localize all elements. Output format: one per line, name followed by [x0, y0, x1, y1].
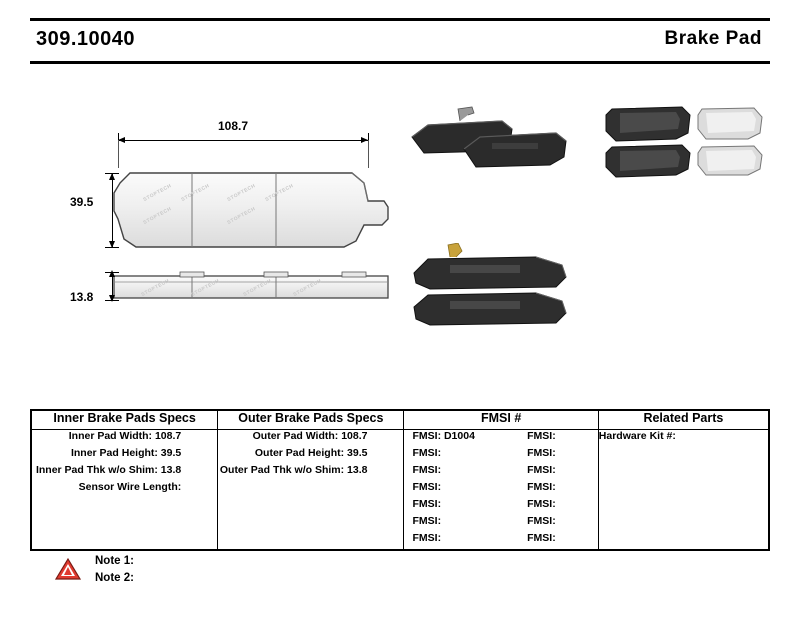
pad-watermark-4: STOPTECH	[226, 183, 257, 203]
pad-watermark-1: STOPTECH	[142, 183, 173, 203]
pad-watermark-6: STOPTECH	[226, 206, 257, 226]
fmsi-10: FMSI:	[527, 464, 556, 476]
width-arrow-right-icon	[361, 137, 368, 143]
fmsi-cell	[404, 430, 598, 551]
pad-watermark-9: STOPTECH	[242, 278, 273, 298]
fmsi-9: FMSI:	[527, 447, 556, 459]
drawing-area	[30, 95, 770, 385]
outer-pad-width: Outer Pad Width: 108.7	[252, 430, 368, 442]
width-arrow-left-icon	[118, 137, 125, 143]
thickness-dimension-label: 13.8	[70, 290, 94, 304]
width-dimension-label: 108.7	[218, 119, 249, 133]
header-bar	[30, 18, 770, 64]
width-dimension-line	[118, 140, 368, 141]
fmsi-4: FMSI:	[412, 481, 442, 493]
fmsi-11: FMSI:	[527, 481, 556, 493]
fmsi-column-1	[404, 430, 501, 549]
column-header-fmsi: FMSI #	[404, 410, 598, 430]
note-2: Note 2:	[95, 572, 134, 584]
table-body-row	[31, 430, 769, 551]
related-parts-cell	[598, 430, 769, 551]
width-ext-left	[118, 140, 119, 168]
sensor-wire-length: Sensor Wire Length:	[78, 481, 182, 493]
inner-pad-thickness: Inner Pad Thk w/o Shim: 13.8	[35, 464, 182, 476]
column-header-inner-specs: Inner Brake Pads Specs	[31, 410, 218, 430]
thickness-tick-bottom	[105, 300, 119, 301]
fmsi-14: FMSI:	[527, 532, 556, 544]
fmsi-1: FMSI: D1004	[412, 430, 475, 442]
column-header-outer-specs: Outer Brake Pads Specs	[218, 410, 404, 430]
column-header-related-parts: Related Parts	[598, 410, 769, 430]
fmsi-3: FMSI:	[412, 464, 442, 476]
fmsi-7: FMSI:	[412, 532, 442, 544]
note-1: Note 1:	[95, 555, 134, 567]
table-header-row	[31, 410, 769, 430]
warning-triangle-icon	[55, 557, 81, 581]
pad-watermark-10: STOPTECH	[292, 278, 323, 298]
width-ext-right	[368, 140, 369, 168]
product-photo-pad-set	[590, 103, 770, 183]
outer-specs-cell	[218, 430, 404, 551]
fmsi-column-2	[501, 430, 598, 549]
part-number: 309.10040	[36, 28, 136, 50]
inner-specs-cell	[31, 430, 218, 551]
pad-watermark-3: STOPTECH	[142, 206, 173, 226]
fmsi-5: FMSI:	[412, 498, 442, 510]
spec-table	[30, 409, 770, 551]
inner-pad-width: Inner Pad Width: 108.7	[68, 430, 182, 442]
page-title: Brake Pad	[664, 28, 762, 49]
hardware-kit-number: Hardware Kit #:	[598, 430, 676, 442]
pad-watermark-2: STOPTECH	[180, 183, 211, 203]
fmsi-6: FMSI:	[412, 515, 442, 527]
fmsi-8: FMSI:	[527, 430, 556, 442]
pad-watermark-8: STOPTECH	[190, 278, 221, 298]
product-photo-angled-pads	[406, 103, 586, 183]
product-photo-sensor-pads	[406, 243, 586, 353]
outer-pad-height: Outer Pad Height: 39.5	[254, 447, 368, 459]
height-tick-bottom	[105, 247, 119, 248]
height-tick-top	[105, 173, 119, 174]
fmsi-13: FMSI:	[527, 515, 556, 527]
fmsi-2: FMSI:	[412, 447, 442, 459]
height-arrow-up-icon	[109, 173, 115, 180]
inner-pad-height: Inner Pad Height: 39.5	[70, 447, 182, 459]
pad-watermark-5: STOPTECH	[264, 183, 295, 203]
notes-section	[55, 555, 355, 589]
thickness-tick-top	[105, 272, 119, 273]
height-dimension-line	[112, 173, 113, 247]
outer-pad-thickness: Outer Pad Thk w/o Shim: 13.8	[219, 464, 368, 476]
pad-watermark-7: STOPTECH	[140, 278, 171, 298]
height-dimension-label: 39.5	[70, 195, 94, 209]
inner-pad-front-view	[106, 167, 406, 257]
fmsi-12: FMSI:	[527, 498, 556, 510]
